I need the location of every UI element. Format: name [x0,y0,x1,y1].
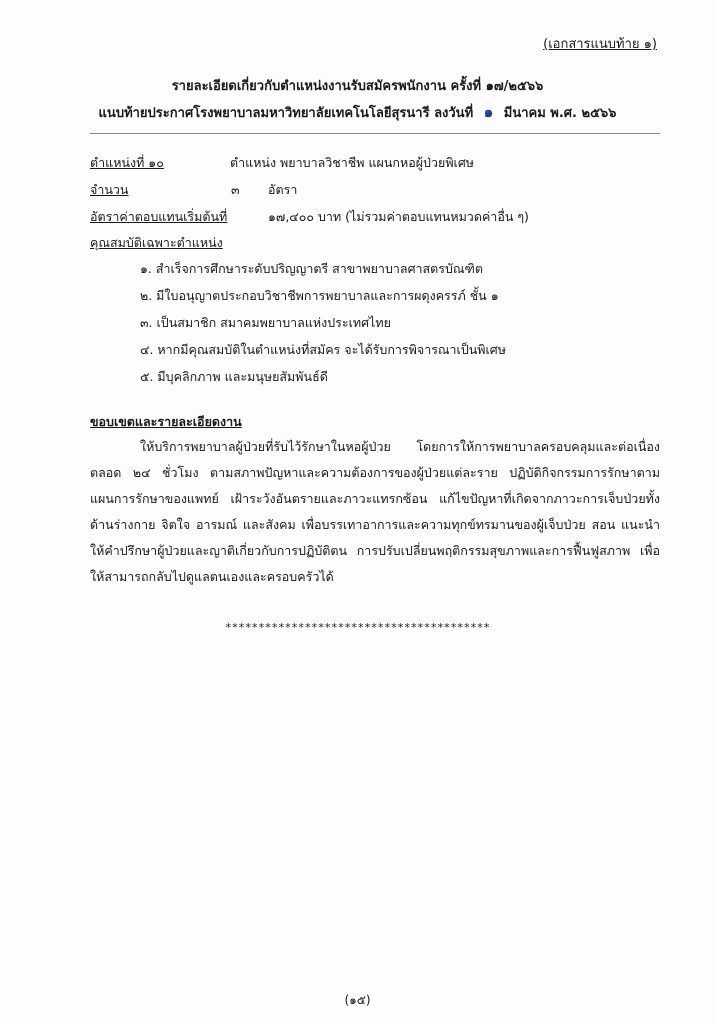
qualification-item: ๑. สำเร็จการศึกษาระดับปริญญาตรี สาขาพยาบาลศาสตรบัณฑิต [140,261,484,276]
scope-body: ให้บริการพยาบาลผู้ป่วยที่รับไว้รักษาในหอผู้ป่วย โดยการให้การพยาบาลครอบคลุมและต่อเนื่อง ตลอด ๒๔ ชั่วโมง ตามสภาพปัญหาและความต้องการของผู้ป่วยแต่ละราย ปฏิบัติกิจกรรมการรักษาตามแผนการรักษาของแพทย์ เฝ้าระวังอันตรายและภาวะแทรกซ้อน แก้ไขปัญหาที่เกิดจากภาวะการเจ็บป่วยทั้งด้านร่างกาย จิตใจ อารมณ์ และสังคม เพื่อบรรเทาอาการและความทุกข์ทรมานของผู้เจ็บป่วย สอน แนะนำ ให้คำปรึกษาผู้ป่วยและญาติเกี่ยวกับการปฏิบัติตน การปรับเปลี่ยนพฤติกรรมสุขภาพและการฟื้นฟูสภาพ เพื่อให้สามารถกลับไปดูแลตนเองและครอบครัวได้ [90,439,660,584]
salary-label: อัตราค่าตอบแทนเริ่มต้นที่ [90,209,228,224]
qualification-item: ๒. มีใบอนุญาตประกอบวิชาชีพการพยาบาลและการผดุงครรภ์ ชั้น ๑ [140,288,499,303]
end-separator: **************************************** [225,621,490,634]
quantity-label: จำนวน [90,182,129,197]
annex-label: (เอกสารแนบท้าย ๑) [543,37,657,52]
qualification-item: ๔. หากมีคุณสมบัติในตำแหน่งที่สมัคร จะได้รับการพิจารณาเป็นพิเศษ [140,342,506,357]
qualification-item: ๓. เป็นสมาชิก สมาคมพยาบาลแห่งประเทศไทย [140,315,391,330]
position-label: ตำแหน่งที่ ๑๐ [90,155,164,170]
position-value: ตำแหน่ง พยาบาลวิชาชีพ แผนกหอผู้ป่วยพิเศษ [230,155,475,170]
announcement-day: ๑ [483,103,494,121]
announcement-month-year: มีนาคม พ.ศ. ๒๕๖๖ [503,106,617,121]
qualification-item: ๕. มีบุคลิกภาพ และมนุษยสัมพันธ์ดี [140,369,328,384]
quantity-unit: อัตรา [268,182,298,197]
scope-heading: ขอบเขตและรายละเอียดงาน [90,414,242,429]
document-title-line1: รายละเอียดเกี่ยวกับตำแหน่งงานรับสมัครพนักงาน ครั้งที่ ๑๗/๒๕๖๖ [171,79,544,94]
page-number: (๑๕) [344,993,371,1007]
salary-value: ๑๗,๔๐๐ บาท (ไม่รวมค่าตอบแทนหมวดค่าอื่น ๆ) [268,209,529,224]
qualifications-heading: คุณสมบัติเฉพาะตำแหน่ง [90,235,223,250]
document-title-line2 [0,100,715,124]
title-divider [90,133,660,134]
quantity-number: ๓ [231,182,240,197]
announcement-reference: แนบท้ายประกาศโรงพยาบาลมหาวิทยาลัยเทคโนโลยีสุรนารี ลงวันที่ [98,106,474,121]
